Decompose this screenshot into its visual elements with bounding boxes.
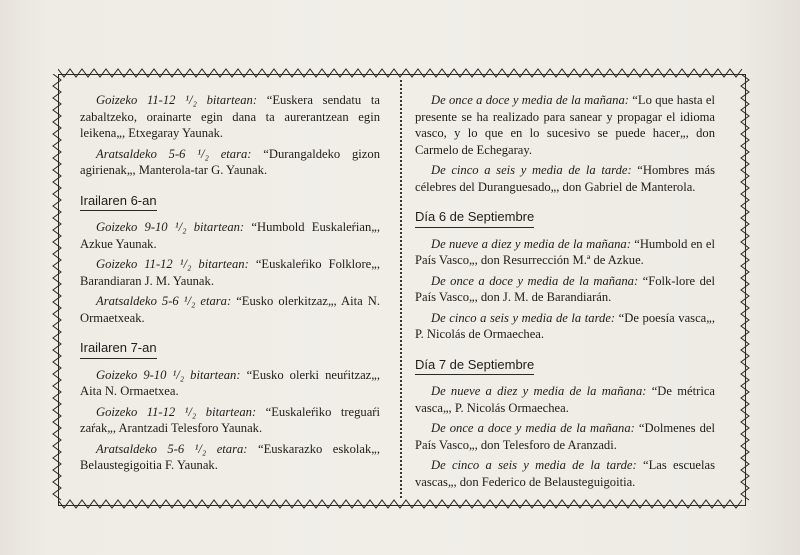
section-heading: Día 7 de Septiembre [415, 357, 534, 376]
lecture-entry [80, 367, 380, 400]
lecture-entry [80, 293, 380, 326]
section-heading: Irailaren 7-an [80, 340, 157, 359]
entry-time: Goizeko 11-12 ¹/₂ bitartean: [96, 257, 249, 271]
entry-time: De cinco a seis y media de la tarde: [431, 310, 616, 325]
lecture-entry [415, 92, 715, 158]
entry-time: Aratsaldeko 5-6 ¹/₂ etara: [96, 294, 232, 308]
entry-time: De once a doce y media de la mañana: [431, 421, 635, 435]
section-heading: Irailaren 6-an [80, 193, 157, 212]
entry-text: “De métrica vasca„, P. Nicolás Ormaechea. [415, 384, 716, 415]
entry-text: “Las escuelas vascas„, don Federico de Belausteguigoitia. [415, 458, 715, 489]
entry-text: “Euskera sendatu ta zabaltzeko, orainarte egin dana ta aurerantzean egin leikena„, Etxegaray Yaunak. [80, 93, 380, 140]
entry-text: “Folk-lore del País Vasco„, don J. M. de Barandiarán. [415, 273, 715, 304]
entry-time: De nueve a diez y media de la mañana: [431, 384, 647, 398]
lecture-entry [80, 219, 380, 252]
entry-time: De once a doce y media de la mañana: [431, 93, 629, 107]
lecture-entry [80, 441, 380, 474]
entry-text: “Eusko olerkitzaz„, Aita N. Ormaetxeak. [80, 294, 381, 325]
lecture-entry [80, 404, 380, 437]
lecture-entry [415, 383, 715, 416]
lecture-entry [80, 256, 380, 289]
entry-text: “Euskaleŕiko Folklore„, Barandiaran J. M. Yaunak. [80, 257, 380, 288]
lecture-entry [415, 236, 715, 269]
lecture-entry [415, 310, 715, 343]
column-divider [400, 80, 402, 498]
lecture-entry [415, 420, 715, 453]
lecture-entry [80, 146, 380, 179]
lecture-entry [80, 92, 380, 142]
entry-time: Goizeko 9-10 ¹/₂ bitartean: [96, 220, 245, 234]
entry-text: “Hombres más célebres del Duranguesado„, don Gabriel de Manterola. [415, 163, 715, 194]
entry-text: “De poesía vasca„, P. Nicolás de Ormaechea. [415, 310, 715, 341]
entry-text: “Lo que hasta el presente se ha realizado para sanear y propagar el idioma vasco, y lo que en lo sucesivo se puede hacer„, don Carmelo de Echegaray. [415, 93, 715, 157]
entry-text: “Dolmenes del País Vasco„, don Telesforo de Aranzadi. [415, 421, 715, 452]
entry-time: Goizeko 11-12 ¹/₂ bitartean: [96, 93, 258, 107]
entry-text: “Humbold en el País Vasco„, don Resurrección M.ª de Azkue. [415, 236, 716, 267]
entry-time: De nueve a diez y media de la mañana: [431, 236, 631, 251]
entry-time: Goizeko 9-10 ¹/₂ bitartean: [96, 367, 241, 382]
entry-time: Aratsaldeko 5-6 ¹/₂ etara: [96, 146, 252, 161]
entry-time: De cinco a seis y media de la tarde: [431, 458, 637, 472]
entry-text: “Euskarazko eskolak„, Belaustegigoitia F. Yaunak. [80, 441, 380, 472]
lecture-entry [415, 273, 715, 306]
spanish-column [415, 92, 715, 494]
entry-time: Aratsaldeko 5-6 ¹/₂ etara: [96, 441, 248, 456]
entry-text: “Durangaldeko gizon agirienak„, Manterola-tar G. Yaunak. [80, 146, 380, 177]
entry-time: De cinco a seis y media de la tarde: [431, 163, 632, 177]
lecture-entry [415, 162, 715, 195]
lecture-entry [415, 457, 715, 490]
entry-text: “Humbold Euskaleŕian„, Azkue Yaunak. [80, 220, 380, 251]
entry-time: De once a doce y media de la mañana: [431, 273, 639, 288]
basque-column [80, 92, 380, 478]
section-heading: Día 6 de Septiembre [415, 209, 534, 228]
entry-text: “Eusko olerki neuŕitzaz„, Aita N. Ormaetxea. [80, 367, 380, 398]
entry-text: “Euskaleŕiko treguaŕi zaŕak„, Arantzadi Telesforo Yaunak. [80, 404, 380, 435]
entry-time: Goizeko 11-12 ¹/₂ bitartean: [96, 404, 257, 419]
